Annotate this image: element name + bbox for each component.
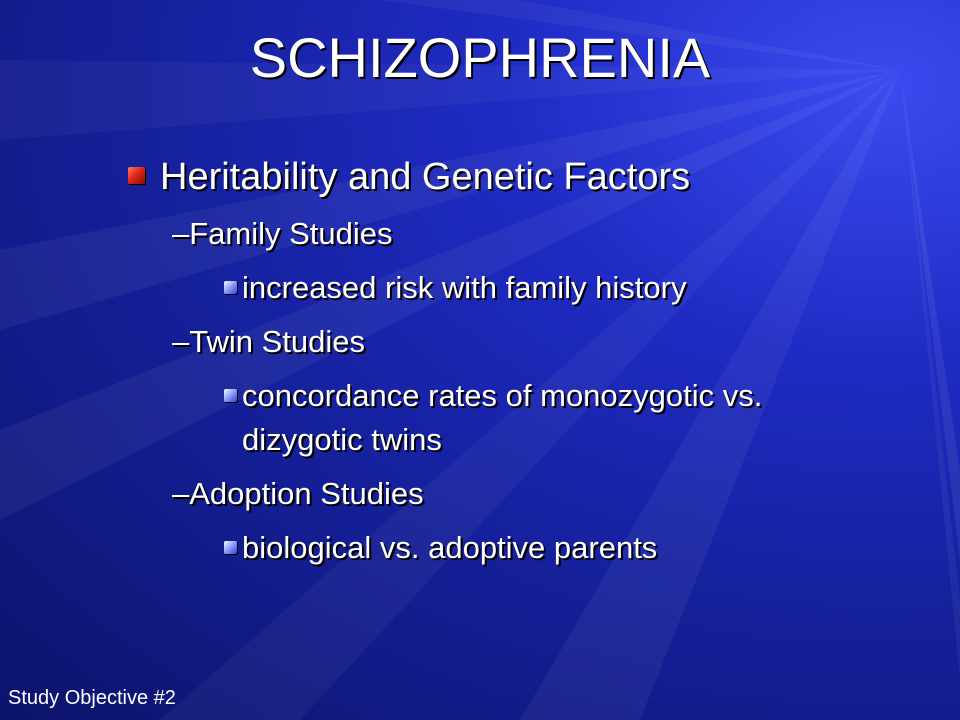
sub-bullet-adoption-studies: –Adoption Studies <box>172 476 424 511</box>
blue-square-bullet-icon <box>224 541 237 554</box>
footer-study-objective: Study Objective #2 <box>8 687 176 709</box>
bullet-heading: Heritability and Genetic Factors <box>160 156 691 198</box>
detail-twin-studies-line-2: dizygotic twins <box>242 422 442 457</box>
sub-bullet-twin-studies: –Twin Studies <box>172 324 365 359</box>
detail-adoption-studies: biological vs. adoptive parents <box>242 530 658 565</box>
red-square-bullet-icon <box>128 167 145 184</box>
slide-title: SCHIZOPHRENIA <box>249 26 711 89</box>
blue-square-bullet-icon <box>224 281 237 294</box>
blue-square-bullet-icon <box>224 389 237 402</box>
detail-twin-studies-line-1: concordance rates of monozygotic vs. <box>242 378 763 413</box>
detail-family-studies: increased risk with family history <box>242 270 687 305</box>
sub-bullet-family-studies: –Family Studies <box>172 216 393 251</box>
